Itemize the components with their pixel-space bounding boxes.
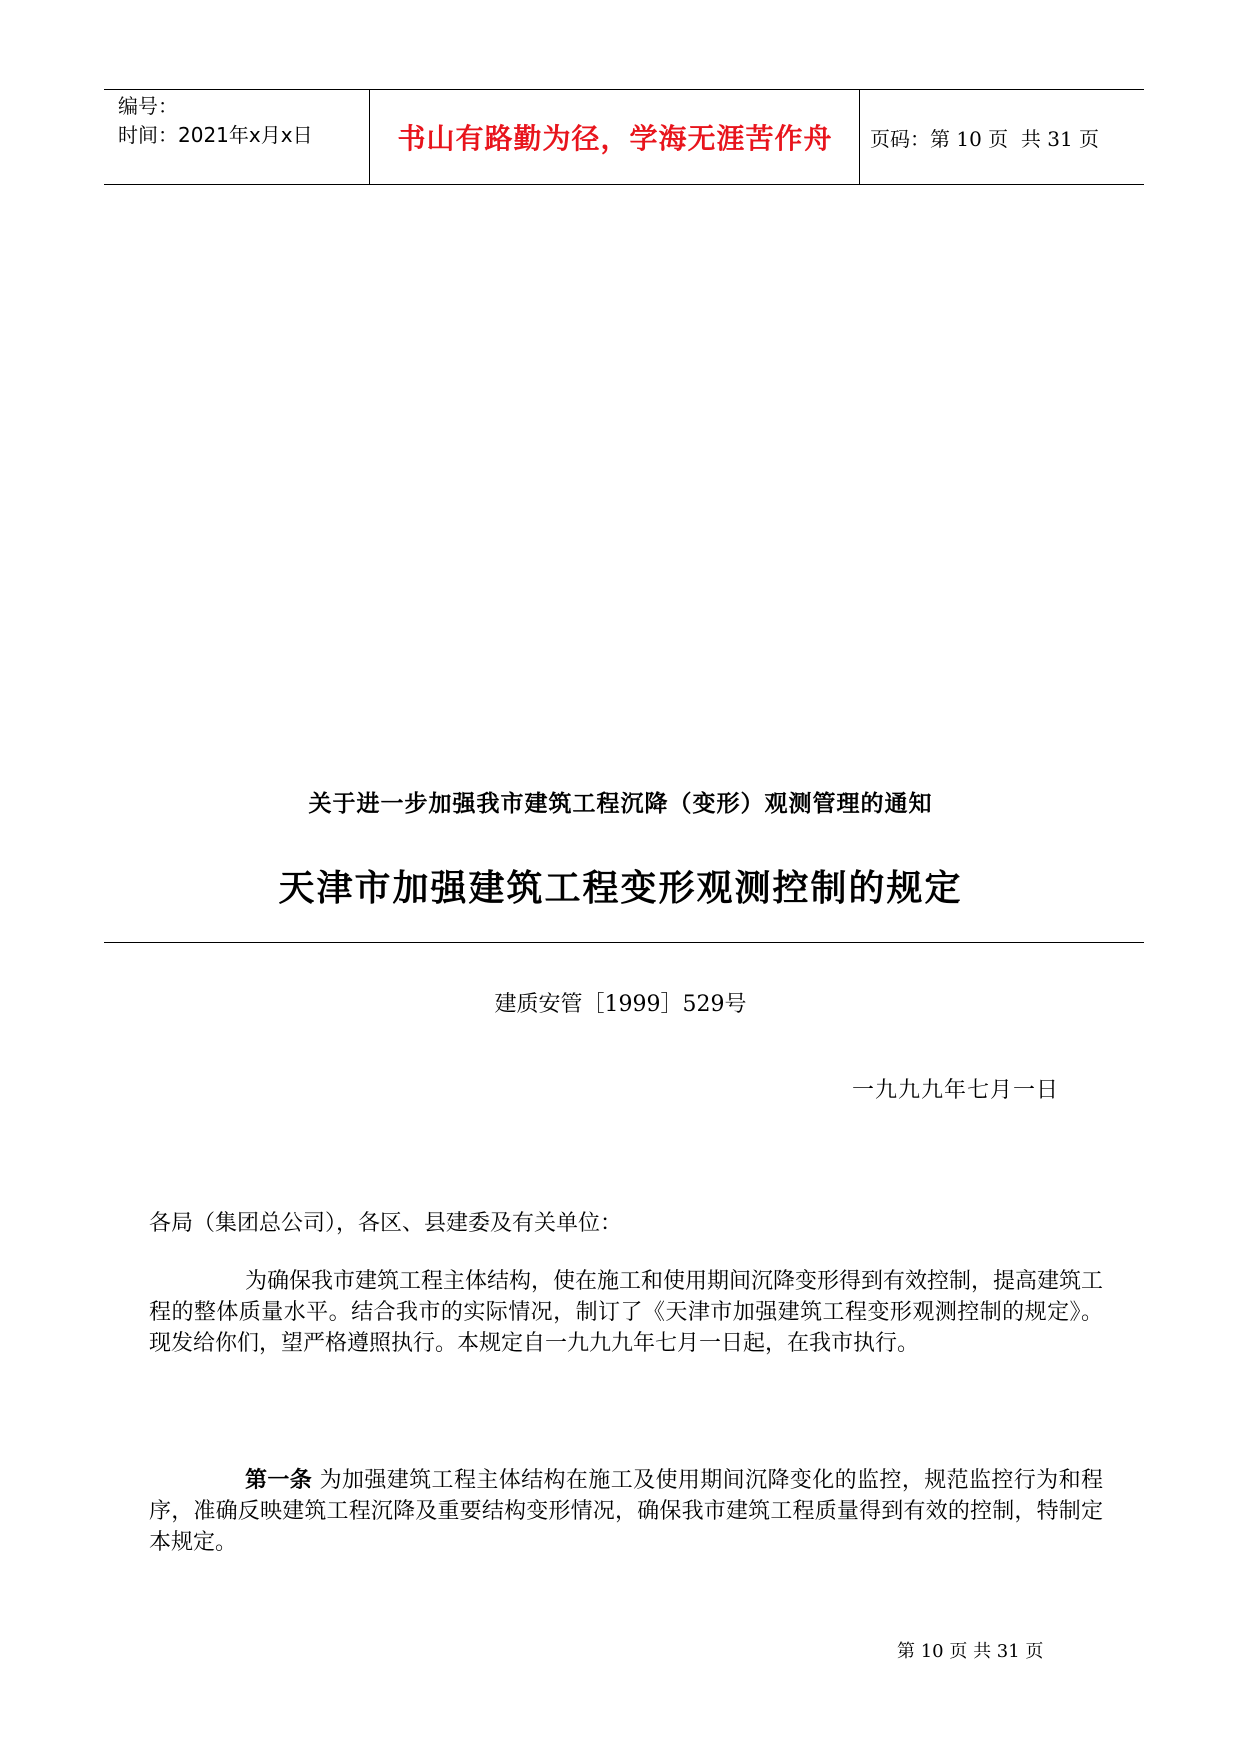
paragraph-article-1 [149,1465,1103,1558]
salutation: 各局（集团总公司），各区、县建委及有关单位： [149,1211,623,1236]
header-time-label: 时间：2021年x月x日 [118,123,313,147]
document-subtitle: 关于进一步加强我市建筑工程沉降（变形）观测管理的通知 [308,790,933,817]
paragraph-intro: 为确保我市建筑工程主体结构，使在施工和使用期间沉降变形得到有效控制，提高建筑工程的整体质量水平。结合我市的实际情况，制订了《天津市加强建筑工程变形观测控制的规定》。现发给你们，望严格遵照执行。本规定自一九九九年七月一日起，在我市执行。 [149,1269,1104,1356]
document-main-title: 天津市加强建筑工程变形观测控制的规定 [278,867,963,909]
header-number-label: 编号： [118,94,178,118]
document-number: 建质安管［1999］529号 [494,992,747,1017]
header-page-info: 页码：第 10 页 共 31 页 [870,126,1100,151]
header-divider-right [859,90,860,184]
header-table [104,89,1144,185]
page-footer: 第 10 页 共 31 页 [897,1641,1044,1662]
header-motto: 书山有路勤为径，学海无涯苦作舟 [397,122,833,155]
document-date: 一九九九年七月一日 [852,1078,1060,1103]
header-divider-left [369,90,370,184]
article-1-text: 为加强建筑工程主体结构在施工及使用期间沉降变化的监控，规范监控行为和程序，准确反映建筑工程沉降及重要结构变形情况，确保我市建筑工程质量得到有效的控制，特制定本规定。 [149,1468,1103,1555]
title-divider [104,942,1144,943]
article-1-label: 第一条 [245,1467,313,1493]
header-meta [118,92,368,150]
header-page-info-cell [870,90,1140,184]
